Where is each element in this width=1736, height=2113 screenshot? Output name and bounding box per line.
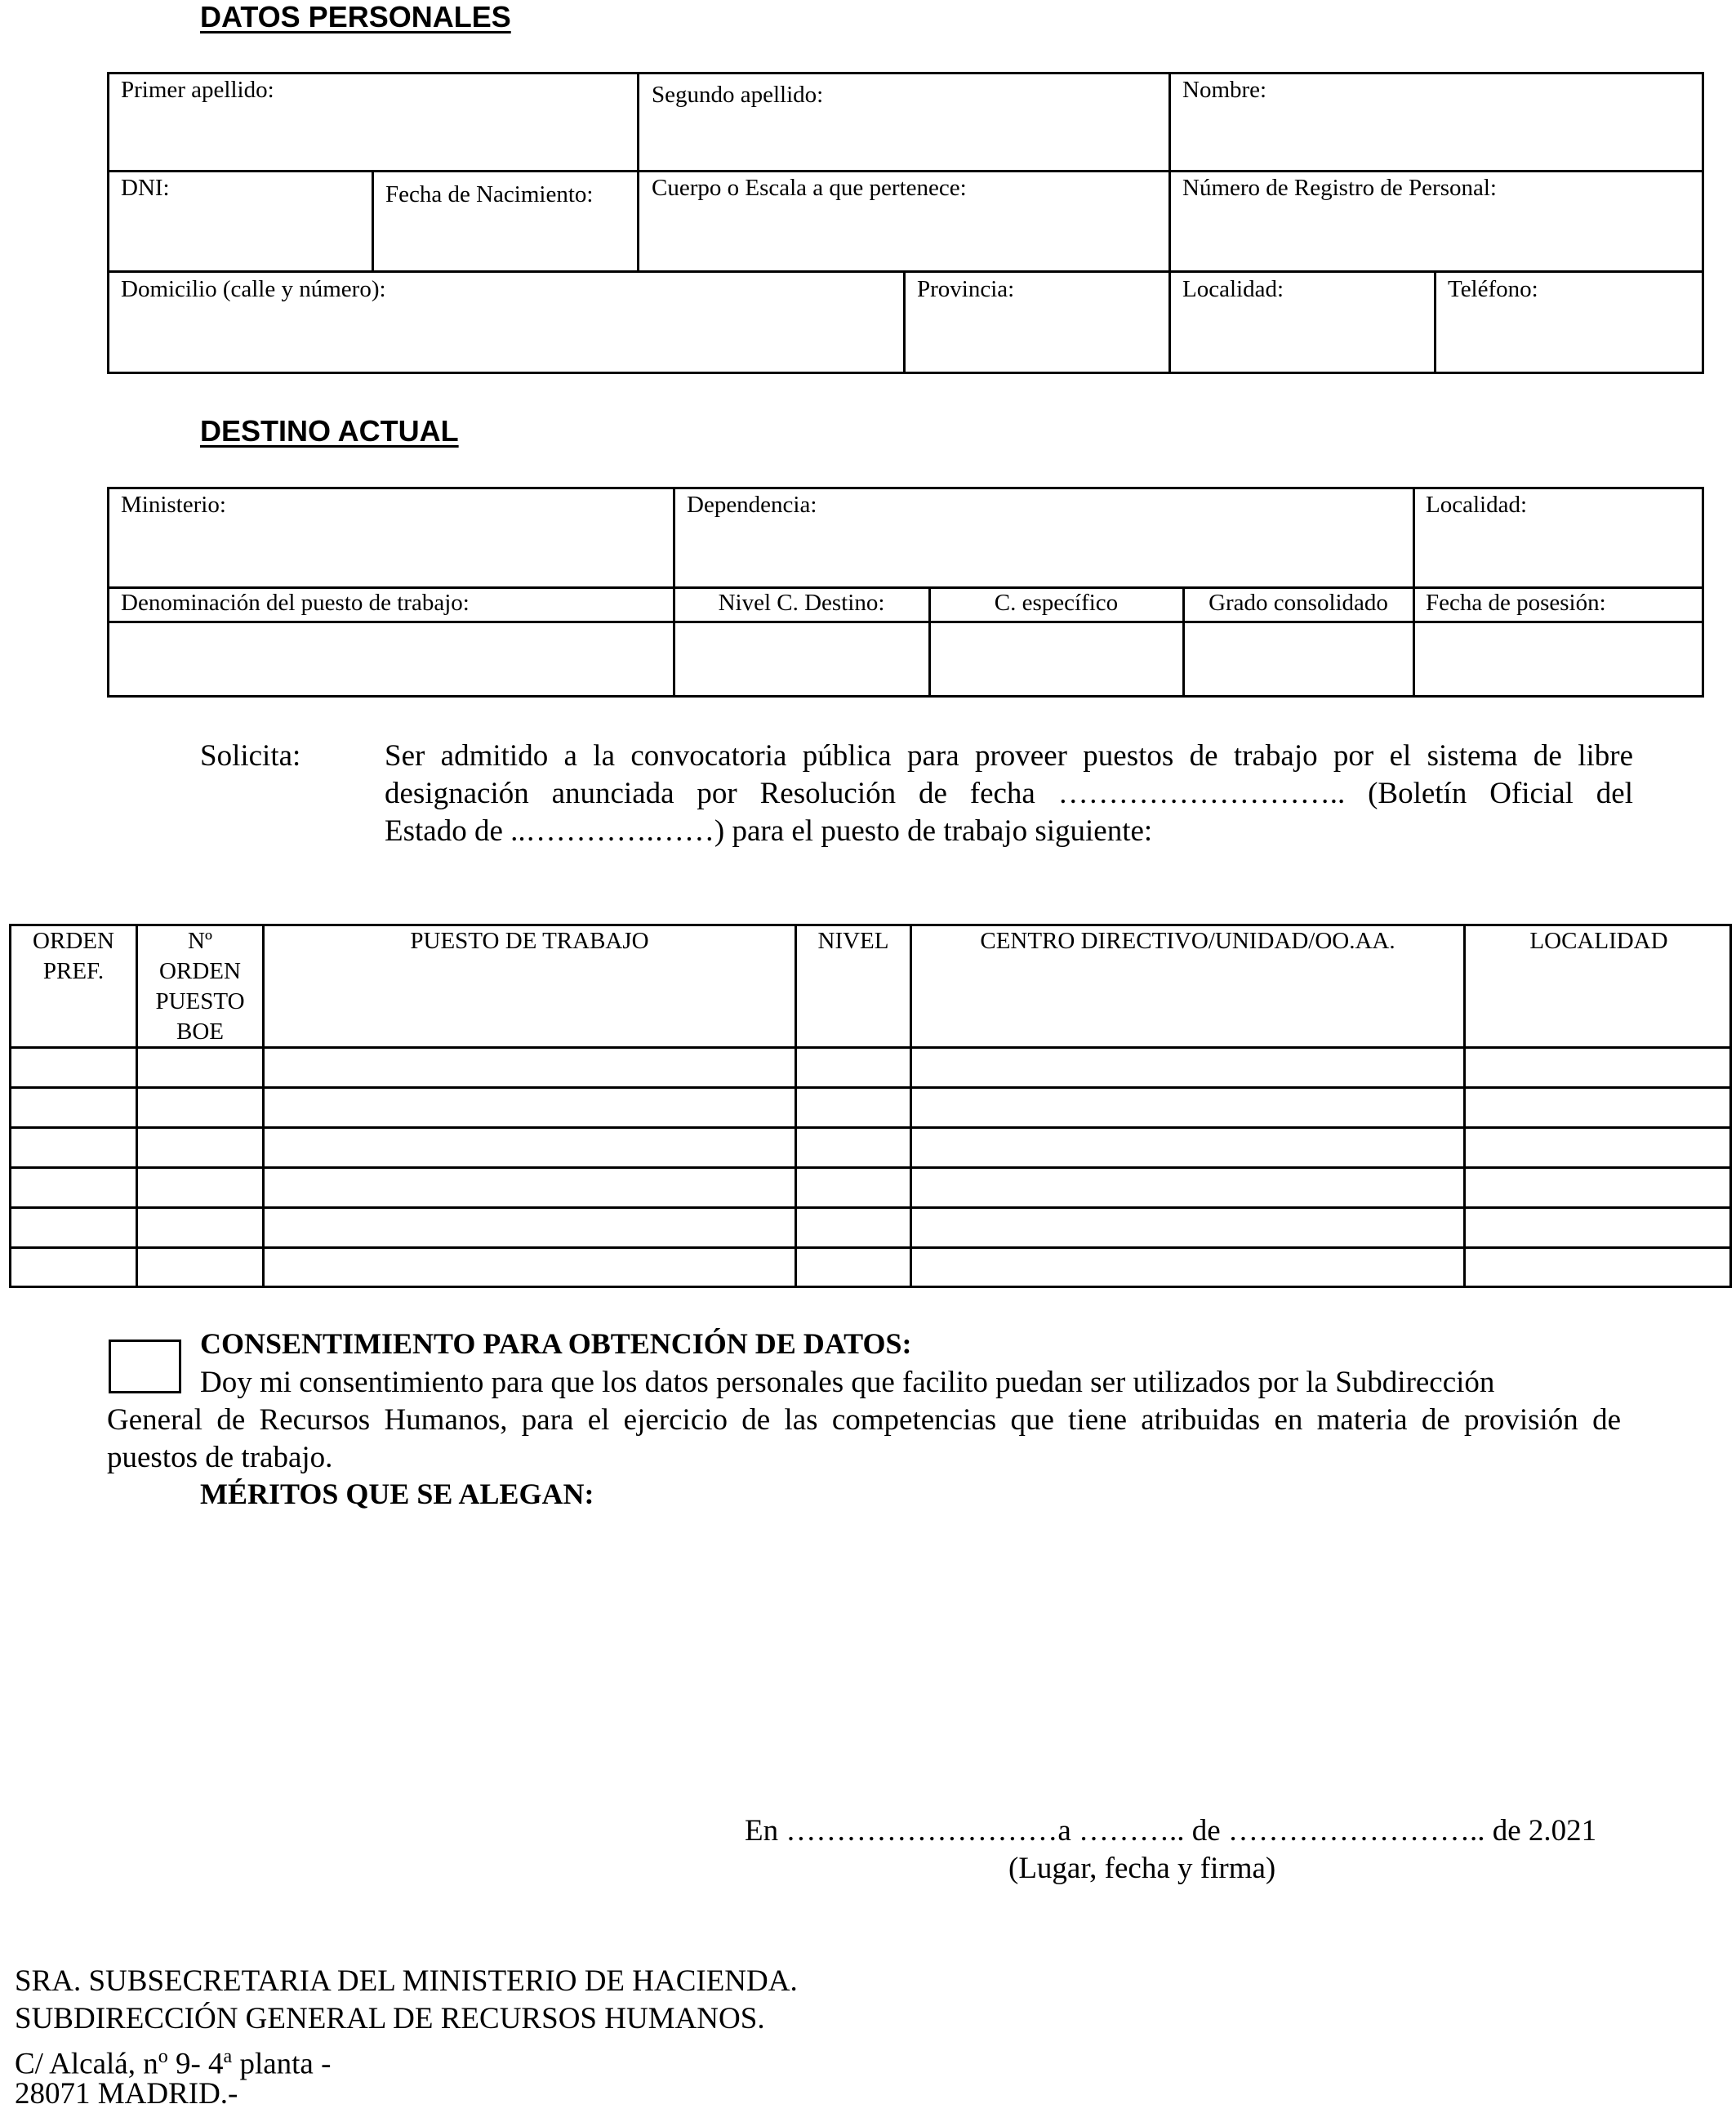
address-superscript: o <box>158 2046 168 2067</box>
meritos-title: MÉRITOS QUE SE ALEGAN: <box>200 1478 594 1510</box>
dependencia-field[interactable]: Dependencia: <box>687 492 817 518</box>
row-divider <box>107 621 1704 623</box>
registro-personal-field[interactable]: Número de Registro de Personal: <box>1182 175 1497 201</box>
personal-data-table <box>107 72 1704 374</box>
solicita-text-line-2: designación anunciada por Resolución de fecha ……………………….. (Boletín Oficial del <box>385 777 1633 810</box>
especifico-label: C. específico <box>994 590 1119 616</box>
header-text: PREF. <box>42 958 105 984</box>
provincia-field[interactable]: Provincia: <box>917 276 1015 302</box>
consent-checkbox[interactable] <box>109 1340 181 1393</box>
localidad-field[interactable]: Localidad: <box>1182 276 1284 302</box>
puestos-table <box>9 924 1732 1288</box>
col-divider <box>1434 270 1436 374</box>
consent-text-line-3: puestos de trabajo. <box>107 1441 333 1474</box>
row-divider <box>107 170 1704 172</box>
header-text: BOE <box>176 1019 224 1045</box>
col-divider <box>1463 924 1466 1288</box>
address-line-1: SRA. SUBSECRETARIA DEL MINISTERIO DE HACIENDA. <box>15 1964 798 1998</box>
solicita-text-line-3: Estado de ..………….……) para el puesto de trabajo siguiente: <box>385 814 1153 848</box>
col-divider <box>372 170 374 270</box>
row-divider <box>9 1246 1732 1249</box>
signature-caption: (Lugar, fecha y firma) <box>1008 1852 1276 1885</box>
domicilio-field[interactable]: Domicilio (calle y número): <box>121 276 386 302</box>
address-superscript: a <box>223 2046 233 2067</box>
header-puesto-trabajo: PUESTO DE TRABAJO <box>410 928 649 954</box>
col-divider <box>910 924 912 1288</box>
address-text: C/ Alcalá, n <box>15 2047 158 2081</box>
solicita-text-line-1: Ser admitido a la convocatoria pública para proveer puestos de trabajo por el sistema de libre <box>385 739 1633 773</box>
address-line-2: SUBDIRECCIÓN GENERAL DE RECURSOS HUMANOS. <box>15 2002 765 2035</box>
nombre-field[interactable]: Nombre: <box>1182 77 1267 103</box>
row-divider <box>9 1206 1732 1209</box>
telefono-field[interactable]: Teléfono: <box>1448 276 1538 302</box>
col-divider <box>903 270 906 374</box>
col-divider <box>1168 72 1171 374</box>
header-num-orden-boe <box>138 926 262 1047</box>
consent-text-line-2: General de Recursos Humanos, para el ejercicio de las competencias que tiene atribuidas en materia de provisión de <box>107 1403 1621 1437</box>
header-localidad: LOCALIDAD <box>1529 928 1668 954</box>
row-divider <box>9 1046 1732 1049</box>
col-divider <box>795 924 797 1288</box>
dni-field[interactable]: DNI: <box>121 175 170 201</box>
primer-apellido-field[interactable]: Primer apellido: <box>121 77 274 103</box>
col-divider <box>637 72 639 270</box>
ministerio-field[interactable]: Ministerio: <box>121 492 226 518</box>
header-text: PUESTO <box>155 988 245 1014</box>
row-divider <box>9 1086 1732 1089</box>
col-divider <box>262 924 265 1288</box>
destino-localidad-field[interactable]: Localidad: <box>1426 492 1528 518</box>
fecha-nacimiento-field[interactable]: Fecha de Nacimiento: <box>385 181 594 207</box>
row-divider <box>107 586 1704 589</box>
grado-consolidado-label: Grado consolidado <box>1209 590 1388 616</box>
row-divider <box>107 270 1704 273</box>
fecha-posesion-label: Fecha de posesión: <box>1426 590 1606 616</box>
header-text: ORDEN <box>33 928 114 954</box>
consent-text-line-1: Doy mi consentimiento para que los datos personales que facilito puedan ser utilizados por la Subdirección <box>200 1366 1495 1399</box>
row-divider <box>9 1166 1732 1169</box>
address-text: planta - <box>232 2047 332 2081</box>
address-text: 9- 4 <box>167 2047 224 2081</box>
meritos-area[interactable] <box>200 1519 1629 1797</box>
segundo-apellido-field[interactable]: Segundo apellido: <box>652 82 824 108</box>
row-divider <box>9 1126 1732 1129</box>
consent-title: CONSENTIMIENTO PARA OBTENCIÓN DE DATOS: <box>200 1327 912 1360</box>
header-text: Nº <box>188 928 212 954</box>
header-orden-pref <box>11 926 136 987</box>
signature-date-line: En ………………………a ……….. de …………………….. de 2.021 <box>745 1814 1597 1848</box>
destino-actual-heading: DESTINO ACTUAL <box>200 414 459 448</box>
solicita-label: Solicita: <box>200 739 301 773</box>
address-line-4: 28071 MADRID.- <box>15 2077 238 2111</box>
denominacion-puesto-label: Denominación del puesto de trabajo: <box>121 590 470 616</box>
header-nivel: NIVEL <box>817 928 889 954</box>
nivel-destino-label: Nivel C. Destino: <box>718 590 885 616</box>
header-centro-directivo: CENTRO DIRECTIVO/UNIDAD/OO.AA. <box>980 928 1395 954</box>
col-divider <box>1413 487 1415 698</box>
header-text: ORDEN <box>159 958 241 984</box>
cuerpo-escala-field[interactable]: Cuerpo o Escala a que pertenece: <box>652 175 967 201</box>
personal-data-heading: DATOS PERSONALES <box>200 0 511 33</box>
